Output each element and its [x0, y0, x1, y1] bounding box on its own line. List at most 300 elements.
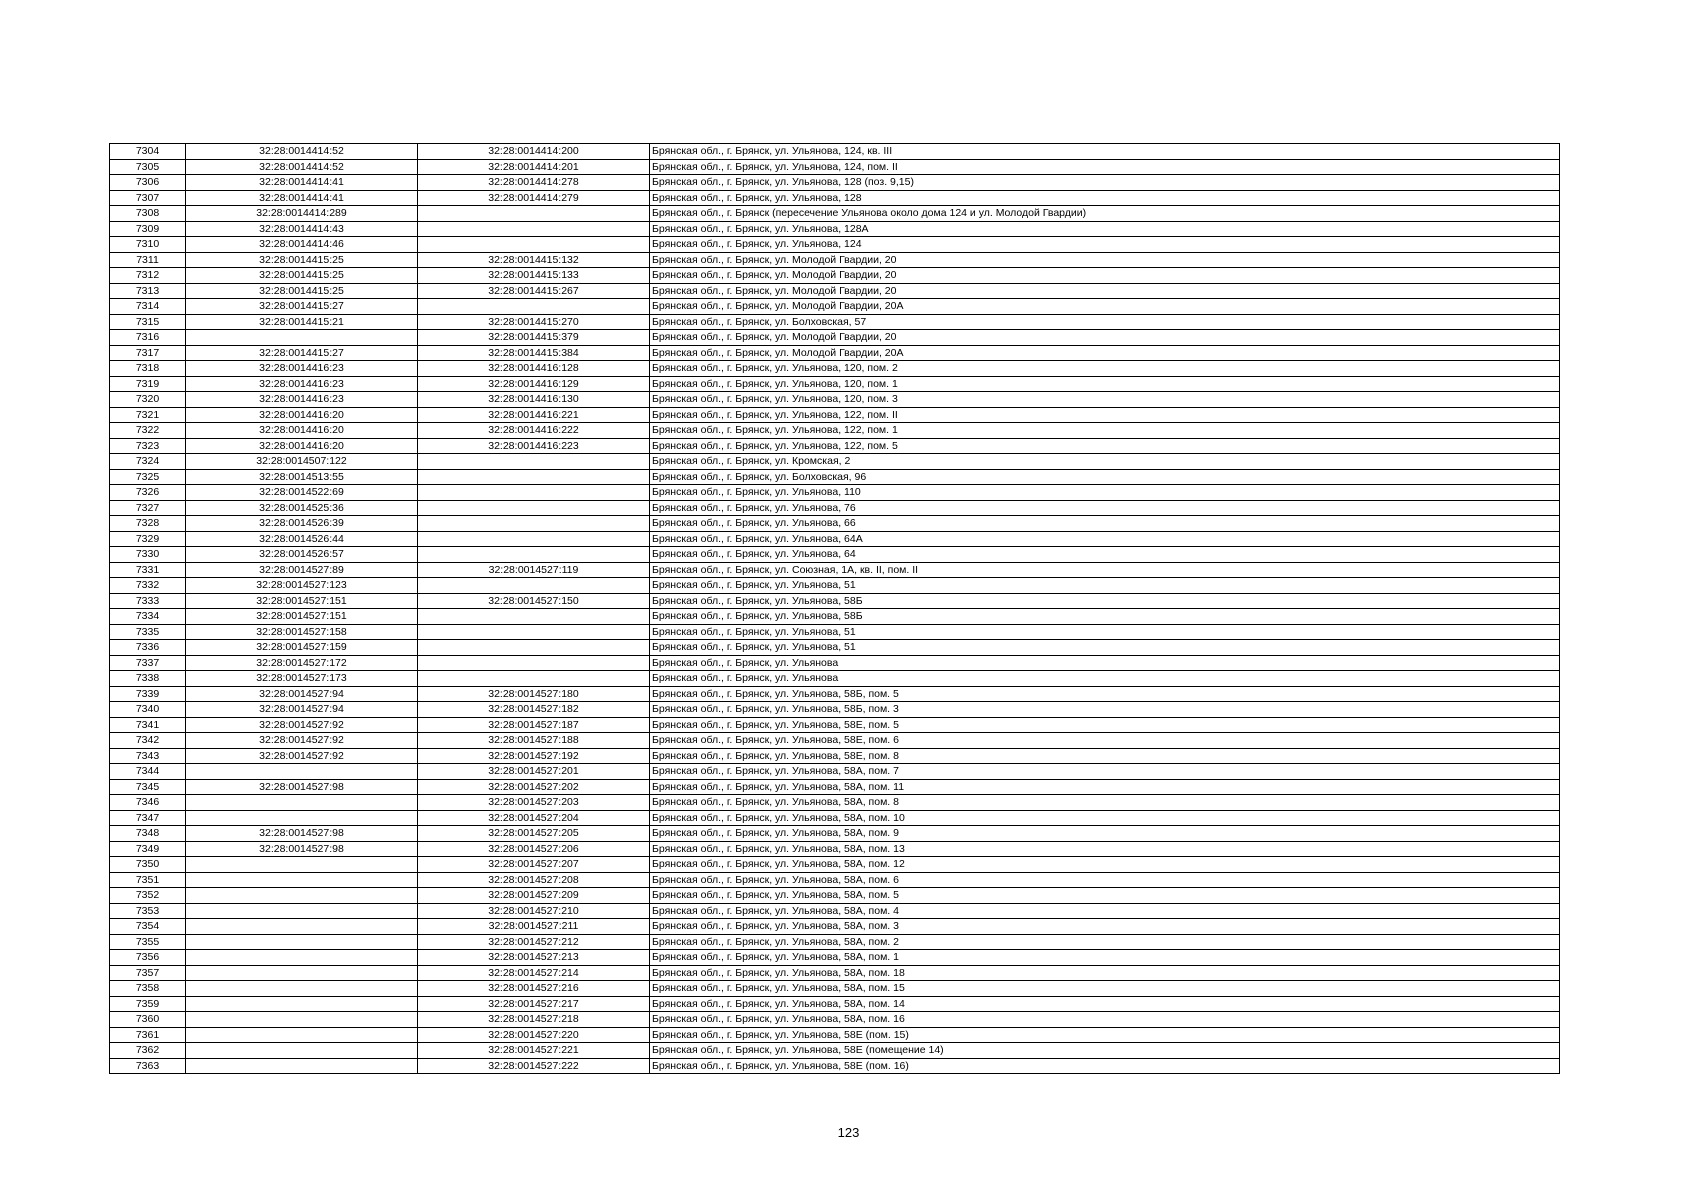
table-row	[110, 469, 1560, 485]
address-cell: Брянская обл., г. Брянск, ул. Ульянова, 120, пом. 3	[650, 392, 1560, 408]
row-number-cell: 7338	[110, 671, 186, 687]
sub-object-number-cell: 32:28:0014527:119	[418, 562, 650, 578]
sub-object-number-cell: 32:28:0014527:207	[418, 857, 650, 873]
sub-object-number-cell	[418, 547, 650, 563]
sub-object-number-cell: 32:28:0014527:188	[418, 733, 650, 749]
sub-object-number-cell: 32:28:0014527:214	[418, 965, 650, 981]
row-number-cell: 7322	[110, 423, 186, 439]
row-number-cell: 7313	[110, 283, 186, 299]
table-row	[110, 330, 1560, 346]
cadastral-number-cell: 32:28:0014414:52	[186, 144, 418, 160]
row-number-cell: 7343	[110, 748, 186, 764]
table-row	[110, 221, 1560, 237]
row-number-cell: 7304	[110, 144, 186, 160]
table-row	[110, 547, 1560, 563]
row-number-cell: 7341	[110, 717, 186, 733]
row-number-cell: 7323	[110, 438, 186, 454]
cadastral-number-cell: 32:28:0014416:20	[186, 423, 418, 439]
row-number-cell: 7318	[110, 361, 186, 377]
cadastral-number-cell: 32:28:0014513:55	[186, 469, 418, 485]
sub-object-number-cell: 32:28:0014527:211	[418, 919, 650, 935]
address-cell: Брянская обл., г. Брянск, ул. Ульянова, 128 (поз. 9,15)	[650, 175, 1560, 191]
table-row	[110, 702, 1560, 718]
table-row	[110, 144, 1560, 160]
row-number-cell: 7360	[110, 1012, 186, 1028]
address-cell: Брянская обл., г. Брянск, ул. Ульянова, 51	[650, 578, 1560, 594]
address-cell: Брянская обл., г. Брянск, ул. Болховская, 57	[650, 314, 1560, 330]
sub-object-number-cell: 32:28:0014527:212	[418, 934, 650, 950]
cadastral-number-cell	[186, 981, 418, 997]
address-cell: Брянская обл., г. Брянск, ул. Ульянова, 124	[650, 237, 1560, 253]
row-number-cell: 7339	[110, 686, 186, 702]
table-row	[110, 686, 1560, 702]
sub-object-number-cell: 32:28:0014527:217	[418, 996, 650, 1012]
address-cell: Брянская обл., г. Брянск, ул. Ульянова, 58А, пом. 14	[650, 996, 1560, 1012]
sub-object-number-cell	[418, 655, 650, 671]
table-row	[110, 733, 1560, 749]
address-cell: Брянская обл., г. Брянск, ул. Ульянова, 66	[650, 516, 1560, 532]
address-cell: Брянская обл., г. Брянск, ул. Ульянова, 110	[650, 485, 1560, 501]
address-cell: Брянская обл., г. Брянск, ул. Ульянова, 58Е, пом. 5	[650, 717, 1560, 733]
row-number-cell: 7348	[110, 826, 186, 842]
sub-object-number-cell: 32:28:0014414:279	[418, 190, 650, 206]
cadastral-number-cell: 32:28:0014414:52	[186, 159, 418, 175]
table-row	[110, 872, 1560, 888]
table-row	[110, 965, 1560, 981]
table-row	[110, 500, 1560, 516]
row-number-cell: 7352	[110, 888, 186, 904]
table-row	[110, 981, 1560, 997]
sub-object-number-cell: 32:28:0014527:187	[418, 717, 650, 733]
address-cell: Брянская обл., г. Брянск, ул. Молодой Гвардии, 20	[650, 330, 1560, 346]
cadastral-number-cell	[186, 903, 418, 919]
table-row	[110, 485, 1560, 501]
row-number-cell: 7363	[110, 1058, 186, 1074]
sub-object-number-cell: 32:28:0014414:200	[418, 144, 650, 160]
cadastral-number-cell: 32:28:0014527:94	[186, 702, 418, 718]
table-row	[110, 407, 1560, 423]
address-cell: Брянская обл., г. Брянск, ул. Ульянова	[650, 671, 1560, 687]
cadastral-number-cell: 32:28:0014416:23	[186, 392, 418, 408]
address-cell: Брянская обл., г. Брянск, ул. Ульянова, 58А, пом. 2	[650, 934, 1560, 950]
table-row	[110, 376, 1560, 392]
table-row	[110, 655, 1560, 671]
address-cell: Брянская обл., г. Брянск, ул. Ульянова, 58А, пом. 12	[650, 857, 1560, 873]
table-row	[110, 640, 1560, 656]
row-number-cell: 7326	[110, 485, 186, 501]
row-number-cell: 7335	[110, 624, 186, 640]
sub-object-number-cell: 32:28:0014527:203	[418, 795, 650, 811]
cadastral-number-cell: 32:28:0014527:172	[186, 655, 418, 671]
address-cell: Брянская обл., г. Брянск, ул. Ульянова, 58Б	[650, 593, 1560, 609]
sub-object-number-cell: 32:28:0014527:213	[418, 950, 650, 966]
row-number-cell: 7349	[110, 841, 186, 857]
cadastral-number-cell: 32:28:0014522:69	[186, 485, 418, 501]
sub-object-number-cell: 32:28:0014527:208	[418, 872, 650, 888]
sub-object-number-cell	[418, 578, 650, 594]
cadastral-number-cell	[186, 888, 418, 904]
table-row	[110, 950, 1560, 966]
address-cell: Брянская обл., г. Брянск, ул. Ульянова, 120, пом. 1	[650, 376, 1560, 392]
cadastral-number-cell	[186, 1027, 418, 1043]
table-row	[110, 826, 1560, 842]
cadastral-number-cell: 32:28:0014526:57	[186, 547, 418, 563]
table-row	[110, 748, 1560, 764]
cadastral-number-cell: 32:28:0014527:98	[186, 841, 418, 857]
sub-object-number-cell: 32:28:0014414:201	[418, 159, 650, 175]
address-cell: Брянская обл., г. Брянск, ул. Ульянова, 58А, пом. 16	[650, 1012, 1560, 1028]
sub-object-number-cell	[418, 500, 650, 516]
cadastral-number-cell	[186, 1043, 418, 1059]
sub-object-number-cell: 32:28:0014527:182	[418, 702, 650, 718]
address-cell: Брянская обл., г. Брянск, ул. Ульянова, 76	[650, 500, 1560, 516]
sub-object-number-cell	[418, 454, 650, 470]
table-row	[110, 314, 1560, 330]
sub-object-number-cell: 32:28:0014415:133	[418, 268, 650, 284]
table-row	[110, 1043, 1560, 1059]
address-cell: Брянская обл., г. Брянск, ул. Ульянова	[650, 655, 1560, 671]
row-number-cell: 7350	[110, 857, 186, 873]
cadastral-number-cell: 32:28:0014527:158	[186, 624, 418, 640]
sub-object-number-cell	[418, 469, 650, 485]
table-row	[110, 764, 1560, 780]
address-cell: Брянская обл., г. Брянск, ул. Ульянова, 64А	[650, 531, 1560, 547]
row-number-cell: 7316	[110, 330, 186, 346]
sub-object-number-cell	[418, 516, 650, 532]
row-number-cell: 7336	[110, 640, 186, 656]
cadastral-number-cell	[186, 950, 418, 966]
cadastral-number-cell: 32:28:0014527:98	[186, 826, 418, 842]
row-number-cell: 7356	[110, 950, 186, 966]
sub-object-number-cell: 32:28:0014527:205	[418, 826, 650, 842]
row-number-cell: 7340	[110, 702, 186, 718]
table-row	[110, 795, 1560, 811]
cadastral-number-cell: 32:28:0014527:151	[186, 609, 418, 625]
row-number-cell: 7315	[110, 314, 186, 330]
table-row	[110, 593, 1560, 609]
address-cell: Брянская обл., г. Брянск, ул. Ульянова, 58А, пом. 15	[650, 981, 1560, 997]
table-row	[110, 252, 1560, 268]
address-cell: Брянская обл., г. Брянск (пересечение Ульянова около дома 124 и ул. Молодой Гвардии)	[650, 206, 1560, 222]
table-row	[110, 671, 1560, 687]
row-number-cell: 7331	[110, 562, 186, 578]
row-number-cell: 7330	[110, 547, 186, 563]
address-cell: Брянская обл., г. Брянск, ул. Ульянова, 58Е (помещение 14)	[650, 1043, 1560, 1059]
address-cell: Брянская обл., г. Брянск, ул. Ульянова, 122, пом. 5	[650, 438, 1560, 454]
row-number-cell: 7346	[110, 795, 186, 811]
cadastral-number-cell: 32:28:0014527:92	[186, 733, 418, 749]
cadastral-number-cell: 32:28:0014527:173	[186, 671, 418, 687]
row-number-cell: 7321	[110, 407, 186, 423]
table-row	[110, 175, 1560, 191]
address-cell: Брянская обл., г. Брянск, ул. Ульянова, 58Е, пом. 8	[650, 748, 1560, 764]
row-number-cell: 7307	[110, 190, 186, 206]
row-number-cell: 7337	[110, 655, 186, 671]
cadastral-number-cell	[186, 872, 418, 888]
table-row	[110, 531, 1560, 547]
sub-object-number-cell: 32:28:0014527:218	[418, 1012, 650, 1028]
table-row	[110, 283, 1560, 299]
address-cell: Брянская обл., г. Брянск, ул. Ульянова, 58А, пом. 10	[650, 810, 1560, 826]
cadastral-number-cell: 32:28:0014416:20	[186, 407, 418, 423]
sub-object-number-cell: 32:28:0014527:206	[418, 841, 650, 857]
cadastral-number-cell	[186, 764, 418, 780]
sub-object-number-cell: 32:28:0014527:202	[418, 779, 650, 795]
sub-object-number-cell: 32:28:0014416:128	[418, 361, 650, 377]
row-number-cell: 7342	[110, 733, 186, 749]
cadastral-number-cell	[186, 1012, 418, 1028]
table-row	[110, 361, 1560, 377]
row-number-cell: 7355	[110, 934, 186, 950]
sub-object-number-cell: 32:28:0014416:223	[418, 438, 650, 454]
address-cell: Брянская обл., г. Брянск, ул. Ульянова, 58Е (пом. 15)	[650, 1027, 1560, 1043]
table-row	[110, 934, 1560, 950]
cadastral-number-cell: 32:28:0014415:27	[186, 299, 418, 315]
sub-object-number-cell: 32:28:0014527:209	[418, 888, 650, 904]
cadastral-number-cell: 32:28:0014414:41	[186, 175, 418, 191]
address-cell: Брянская обл., г. Брянск, ул. Ульянова, 122, пом. II	[650, 407, 1560, 423]
table-row	[110, 779, 1560, 795]
table-row	[110, 454, 1560, 470]
address-cell: Брянская обл., г. Брянск, ул. Ульянова, 58Б, пом. 3	[650, 702, 1560, 718]
row-number-cell: 7362	[110, 1043, 186, 1059]
row-number-cell: 7333	[110, 593, 186, 609]
cadastral-number-cell: 32:28:0014527:123	[186, 578, 418, 594]
sub-object-number-cell: 32:28:0014416:129	[418, 376, 650, 392]
cadastral-number-cell	[186, 965, 418, 981]
cadastral-number-cell: 32:28:0014527:94	[186, 686, 418, 702]
sub-object-number-cell: 32:28:0014527:221	[418, 1043, 650, 1059]
row-number-cell: 7309	[110, 221, 186, 237]
table-row	[110, 438, 1560, 454]
table-row	[110, 190, 1560, 206]
sub-object-number-cell: 32:28:0014415:384	[418, 345, 650, 361]
row-number-cell: 7332	[110, 578, 186, 594]
row-number-cell: 7359	[110, 996, 186, 1012]
address-cell: Брянская обл., г. Брянск, ул. Ульянова, 120, пом. 2	[650, 361, 1560, 377]
sub-object-number-cell	[418, 609, 650, 625]
row-number-cell: 7306	[110, 175, 186, 191]
row-number-cell: 7347	[110, 810, 186, 826]
table-row	[110, 888, 1560, 904]
sub-object-number-cell	[418, 237, 650, 253]
cadastral-number-cell	[186, 795, 418, 811]
row-number-cell: 7325	[110, 469, 186, 485]
table-row	[110, 237, 1560, 253]
address-cell: Брянская обл., г. Брянск, ул. Ульянова, 122, пом. 1	[650, 423, 1560, 439]
sub-object-number-cell: 32:28:0014527:192	[418, 748, 650, 764]
cadastral-number-cell	[186, 919, 418, 935]
address-cell: Брянская обл., г. Брянск, ул. Ульянова, 58Б, пом. 5	[650, 686, 1560, 702]
row-number-cell: 7351	[110, 872, 186, 888]
address-cell: Брянская обл., г. Брянск, ул. Ульянова, 124, кв. III	[650, 144, 1560, 160]
address-cell: Брянская обл., г. Брянск, ул. Ульянова, 58А, пом. 5	[650, 888, 1560, 904]
table-row	[110, 1058, 1560, 1074]
address-cell: Брянская обл., г. Брянск, ул. Ульянова, 58Е, пом. 6	[650, 733, 1560, 749]
sub-object-number-cell: 32:28:0014527:150	[418, 593, 650, 609]
sub-object-number-cell: 32:28:0014415:270	[418, 314, 650, 330]
row-number-cell: 7334	[110, 609, 186, 625]
sub-object-number-cell: 32:28:0014527:204	[418, 810, 650, 826]
address-cell: Брянская обл., г. Брянск, ул. Ульянова, 58А, пом. 7	[650, 764, 1560, 780]
address-cell: Брянская обл., г. Брянск, ул. Ульянова, 124, пом. II	[650, 159, 1560, 175]
row-number-cell: 7327	[110, 500, 186, 516]
page-number: 123	[837, 1125, 860, 1140]
sub-object-number-cell: 32:28:0014415:132	[418, 252, 650, 268]
row-number-cell: 7357	[110, 965, 186, 981]
cadastral-number-cell	[186, 857, 418, 873]
cadastral-number-cell	[186, 1058, 418, 1074]
cadastral-number-cell: 32:28:0014415:25	[186, 268, 418, 284]
cadastral-number-cell: 32:28:0014527:92	[186, 717, 418, 733]
table-row	[110, 159, 1560, 175]
sub-object-number-cell	[418, 299, 650, 315]
address-cell: Брянская обл., г. Брянск, ул. Кромская, 2	[650, 454, 1560, 470]
address-cell: Брянская обл., г. Брянск, ул. Молодой Гвардии, 20А	[650, 299, 1560, 315]
cadastral-number-cell: 32:28:0014414:41	[186, 190, 418, 206]
sub-object-number-cell	[418, 206, 650, 222]
sub-object-number-cell: 32:28:0014527:216	[418, 981, 650, 997]
address-cell: Брянская обл., г. Брянск, ул. Ульянова, 58А, пом. 13	[650, 841, 1560, 857]
sub-object-number-cell: 32:28:0014527:220	[418, 1027, 650, 1043]
address-cell: Брянская обл., г. Брянск, ул. Молодой Гвардии, 20	[650, 252, 1560, 268]
table-row	[110, 996, 1560, 1012]
table-row	[110, 841, 1560, 857]
cadastral-number-cell	[186, 330, 418, 346]
table-row	[110, 1012, 1560, 1028]
cadastral-number-cell	[186, 810, 418, 826]
row-number-cell: 7329	[110, 531, 186, 547]
address-cell: Брянская обл., г. Брянск, ул. Ульянова, 58А, пом. 11	[650, 779, 1560, 795]
cadastral-number-cell: 32:28:0014416:23	[186, 361, 418, 377]
address-cell: Брянская обл., г. Брянск, ул. Молодой Гвардии, 20А	[650, 345, 1560, 361]
table-row	[110, 857, 1560, 873]
sub-object-number-cell: 32:28:0014527:180	[418, 686, 650, 702]
cadastral-number-cell: 32:28:0014415:25	[186, 283, 418, 299]
sub-object-number-cell: 32:28:0014416:130	[418, 392, 650, 408]
address-cell: Брянская обл., г. Брянск, ул. Ульянова, 58А, пом. 4	[650, 903, 1560, 919]
cadastral-number-cell: 32:28:0014527:92	[186, 748, 418, 764]
address-cell: Брянская обл., г. Брянск, ул. Ульянова, 51	[650, 640, 1560, 656]
row-number-cell: 7345	[110, 779, 186, 795]
address-cell: Брянская обл., г. Брянск, ул. Ульянова, 128А	[650, 221, 1560, 237]
cadastral-number-cell	[186, 996, 418, 1012]
cadastral-number-cell: 32:28:0014527:159	[186, 640, 418, 656]
table-row	[110, 609, 1560, 625]
sub-object-number-cell	[418, 485, 650, 501]
row-number-cell: 7320	[110, 392, 186, 408]
sub-object-number-cell: 32:28:0014416:222	[418, 423, 650, 439]
sub-object-number-cell: 32:28:0014414:278	[418, 175, 650, 191]
address-cell: Брянская обл., г. Брянск, ул. Ульянова, 128	[650, 190, 1560, 206]
row-number-cell: 7311	[110, 252, 186, 268]
sub-object-number-cell	[418, 624, 650, 640]
address-cell: Брянская обл., г. Брянск, ул. Ульянова, 58Б	[650, 609, 1560, 625]
table-row	[110, 423, 1560, 439]
row-number-cell: 7319	[110, 376, 186, 392]
sub-object-number-cell: 32:28:0014527:222	[418, 1058, 650, 1074]
address-cell: Брянская обл., г. Брянск, ул. Союзная, 1А, кв. II, пом. II	[650, 562, 1560, 578]
table-row	[110, 810, 1560, 826]
table-row	[110, 903, 1560, 919]
address-cell: Брянская обл., г. Брянск, ул. Ульянова, 58Е (пом. 16)	[650, 1058, 1560, 1074]
address-cell: Брянская обл., г. Брянск, ул. Ульянова, 51	[650, 624, 1560, 640]
table-row	[110, 919, 1560, 935]
address-cell: Брянская обл., г. Брянск, ул. Болховская, 96	[650, 469, 1560, 485]
registry-table	[109, 143, 1560, 1074]
address-cell: Брянская обл., г. Брянск, ул. Ульянова, 58А, пом. 9	[650, 826, 1560, 842]
cadastral-number-cell: 32:28:0014415:25	[186, 252, 418, 268]
table-row	[110, 299, 1560, 315]
address-cell: Брянская обл., г. Брянск, ул. Ульянова, 58А, пом. 1	[650, 950, 1560, 966]
sub-object-number-cell	[418, 671, 650, 687]
table-row	[110, 392, 1560, 408]
cadastral-number-cell: 32:28:0014526:44	[186, 531, 418, 547]
table-row	[110, 345, 1560, 361]
cadastral-number-cell: 32:28:0014527:98	[186, 779, 418, 795]
sub-object-number-cell: 32:28:0014527:201	[418, 764, 650, 780]
address-cell: Брянская обл., г. Брянск, ул. Ульянова, 58А, пом. 18	[650, 965, 1560, 981]
cadastral-number-cell: 32:28:0014415:21	[186, 314, 418, 330]
table-row	[110, 206, 1560, 222]
cadastral-number-cell: 32:28:0014526:39	[186, 516, 418, 532]
table-row	[110, 624, 1560, 640]
cadastral-number-cell: 32:28:0014525:36	[186, 500, 418, 516]
row-number-cell: 7305	[110, 159, 186, 175]
row-number-cell: 7358	[110, 981, 186, 997]
cadastral-number-cell: 32:28:0014416:23	[186, 376, 418, 392]
row-number-cell: 7344	[110, 764, 186, 780]
row-number-cell: 7308	[110, 206, 186, 222]
row-number-cell: 7328	[110, 516, 186, 532]
sub-object-number-cell: 32:28:0014415:267	[418, 283, 650, 299]
address-cell: Брянская обл., г. Брянск, ул. Ульянова, 58А, пом. 3	[650, 919, 1560, 935]
cadastral-number-cell	[186, 934, 418, 950]
sub-object-number-cell: 32:28:0014527:210	[418, 903, 650, 919]
table-row	[110, 1027, 1560, 1043]
cadastral-number-cell: 32:28:0014414:289	[186, 206, 418, 222]
row-number-cell: 7314	[110, 299, 186, 315]
row-number-cell: 7310	[110, 237, 186, 253]
address-cell: Брянская обл., г. Брянск, ул. Ульянова, 58А, пом. 6	[650, 872, 1560, 888]
sub-object-number-cell: 32:28:0014416:221	[418, 407, 650, 423]
table-row	[110, 578, 1560, 594]
cadastral-number-cell: 32:28:0014527:151	[186, 593, 418, 609]
address-cell: Брянская обл., г. Брянск, ул. Ульянова, 64	[650, 547, 1560, 563]
cadastral-number-cell: 32:28:0014507:122	[186, 454, 418, 470]
row-number-cell: 7324	[110, 454, 186, 470]
sub-object-number-cell	[418, 531, 650, 547]
table-row	[110, 268, 1560, 284]
row-number-cell: 7312	[110, 268, 186, 284]
table-row	[110, 516, 1560, 532]
address-cell: Брянская обл., г. Брянск, ул. Молодой Гвардии, 20	[650, 268, 1560, 284]
cadastral-number-cell: 32:28:0014414:46	[186, 237, 418, 253]
row-number-cell: 7361	[110, 1027, 186, 1043]
row-number-cell: 7317	[110, 345, 186, 361]
sub-object-number-cell: 32:28:0014415:379	[418, 330, 650, 346]
cadastral-number-cell: 32:28:0014527:89	[186, 562, 418, 578]
registry-table-body	[110, 144, 1560, 1074]
cadastral-number-cell: 32:28:0014414:43	[186, 221, 418, 237]
address-cell: Брянская обл., г. Брянск, ул. Ульянова, 58А, пом. 8	[650, 795, 1560, 811]
table-row	[110, 562, 1560, 578]
address-cell: Брянская обл., г. Брянск, ул. Молодой Гвардии, 20	[650, 283, 1560, 299]
sub-object-number-cell	[418, 640, 650, 656]
row-number-cell: 7354	[110, 919, 186, 935]
table-row	[110, 717, 1560, 733]
cadastral-number-cell: 32:28:0014415:27	[186, 345, 418, 361]
